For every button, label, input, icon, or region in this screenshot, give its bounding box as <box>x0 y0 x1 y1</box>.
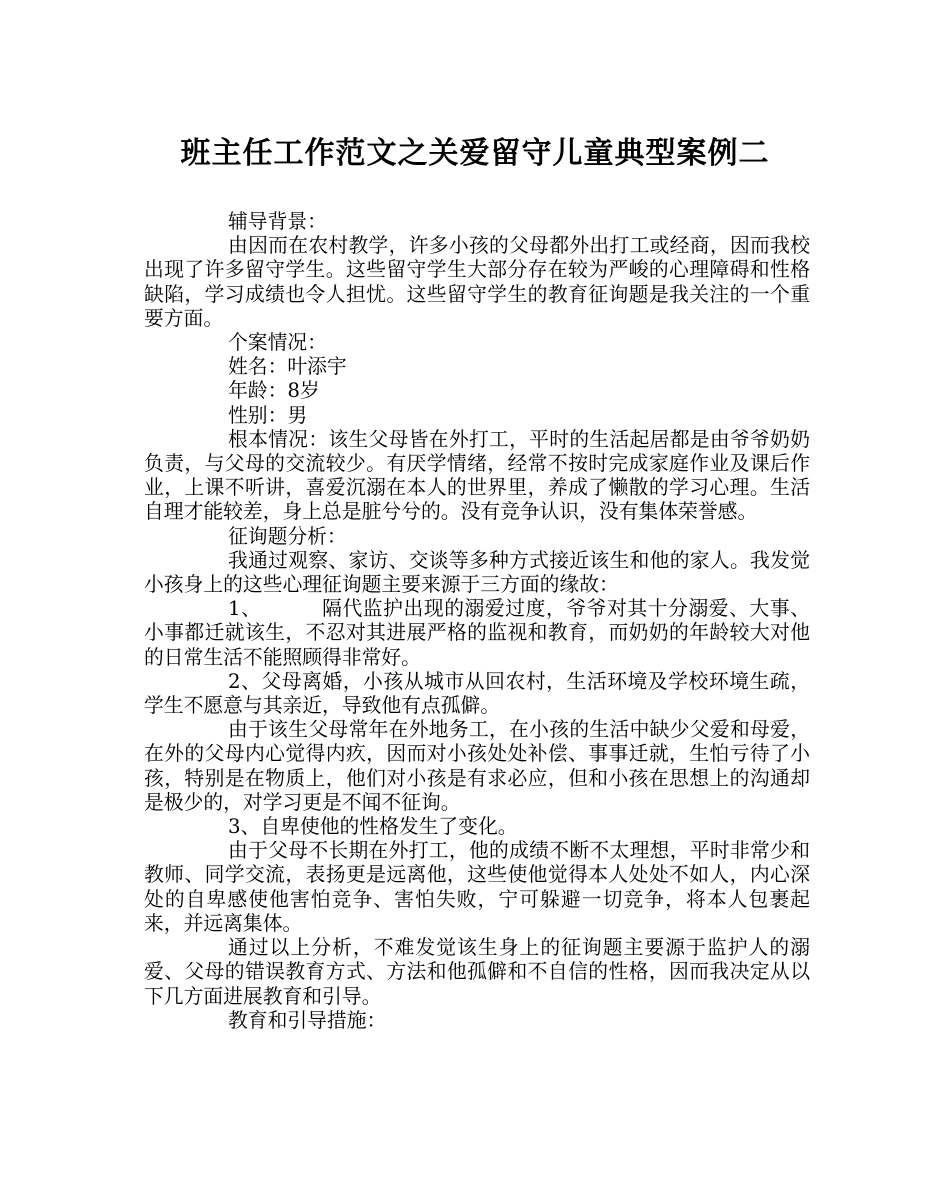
paragraph-basic-situation: 根本情况：该生父母皆在外打工，平时的生活起居都是由爷爷奶奶负责，与父母的交流较少。有厌学情绪，经常不按时完成家庭作业及课后作业，上课不听讲，喜爱沉溺在本人的世界里，养成了懒散的学习心理。生活自理才能较差，身上总是脏兮兮的。没有竞争认识，没有集体荣誉感。 <box>144 427 810 524</box>
field-gender: 性别：男 <box>228 403 308 427</box>
paragraph-conclusion: 通过以上分析，不难发觉该生身上的征询题主要源于监护人的溺爱、父母的错误教育方式、方法和他孤僻和不自信的性格，因而我决定从以下几方面进展教育和引导。 <box>144 936 810 1008</box>
document-title: 班主任工作范文之关爱留守儿童典型案例二 <box>180 136 770 171</box>
field-name: 姓名：叶添宇 <box>228 355 347 379</box>
section-heading-measures: 教育和引导措施： <box>228 1008 387 1032</box>
list-item-1-text: 隔代监护出现的溺爱过度，爷爷对其十分溺爱、大事、小事都迁就该生，不忍对其进展严格的监视和教育，而奶奶的年龄较大对他的日常生活不能照顾得非常好。 <box>144 597 810 669</box>
field-age: 年龄：8岁 <box>228 379 320 403</box>
section-heading-background: 辅导背景： <box>228 210 327 233</box>
paragraph-background: 由因而在农村教学，许多小孩的父母都外出打工或经商，因而我校出现了许多留守学生。这些留守学生大部分存在较为严峻的心理障碍和性格缺陷，学习成绩也令人担忧。这些留守学生的教育征询题是我关注的一个重要方面。 <box>144 234 810 330</box>
paragraph-analysis-intro: 我通过观察、家访、交谈等多种方式接近该生和他的家人。我发觉小孩身上的这些心理征询题主要来源于三方面的缘故： <box>144 548 810 597</box>
section-heading-analysis: 征询题分析： <box>228 524 347 548</box>
section-heading-case: 个案情况： <box>228 331 327 355</box>
document-body <box>144 210 810 1033</box>
paragraph-self-esteem: 由于父母不长期在外打工，他的成绩不断不太理想，平时非常少和教师、同学交流，表扬更是远离他，这些使他觉得本人处处不如人，内心深处的自卑感使他害怕竞争、害怕失败，宁可躲避一切竞争，将本人包裹起来，并远离集体。 <box>144 839 810 935</box>
list-marker-1: 1、 <box>228 597 262 621</box>
list-item-1 <box>144 597 810 670</box>
list-item-3: 3、自卑使他的性格发生了变化。 <box>228 815 518 839</box>
paragraph-parents-away: 由于该生父母常年在外地务工，在小孩的生活中缺少父爱和母爱，在外的父母内心觉得内疚，因而对小孩处处补偿、事事迁就，生怕亏待了小孩，特别是在物质上，他们对小孩是有求必应，但和小孩在思想上的沟通却是极少的，对学习更是不闻不征询。 <box>144 718 810 814</box>
list-item-2: 2、父母离婚，小孩从城市从回农村，生活环境及学校环境生疏，学生不愿意与其亲近，导致他有点孤僻。 <box>144 669 810 718</box>
